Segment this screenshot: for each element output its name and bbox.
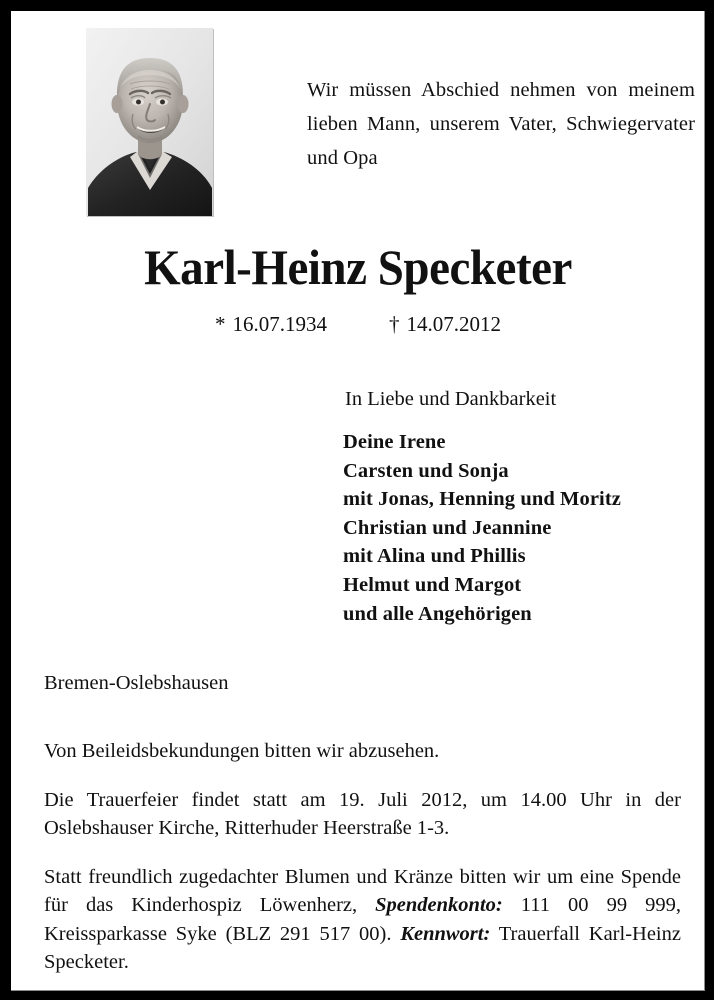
- deceased-name: Karl-Heinz Specketer: [144, 239, 572, 295]
- birth-date-value: 16.07.1934: [232, 312, 327, 336]
- ceremony-note: Die Trauerfeier findet statt am 19. Juli 2012, um 14.00 Uhr in der Oslebshauser Kirche, Ritterhuder Heerstraße 1-3.: [44, 788, 681, 839]
- birth-date: [215, 312, 327, 336]
- portrait-photo: [86, 28, 213, 216]
- birth-star-icon: *: [215, 312, 226, 336]
- death-date-value: 14.07.2012: [406, 312, 501, 336]
- donation-account-label: Spendenkonto:: [375, 894, 503, 916]
- family-member-line: mit Alina und Phillis: [343, 545, 526, 568]
- donation-text-part1: Statt freundlich zugedachter Blumen und Kränze bitten wir um eine Spende für das Kinderhospiz Löwenherz,: [44, 865, 681, 916]
- keyword-label: Kennwort:: [400, 922, 491, 945]
- dedication-text: In Liebe und Dankbarkeit: [345, 388, 557, 410]
- family-member-line: Carsten und Sonja: [343, 459, 509, 482]
- family-member-line: Christian und Jeannine: [343, 516, 552, 539]
- frame-border-top: [0, 0, 714, 11]
- family-member-line: mit Jonas, Henning und Moritz: [343, 488, 621, 511]
- keyword-value: Trauerfall Karl-Heinz Specketer.: [44, 922, 681, 973]
- frame-border-right: [705, 0, 714, 1000]
- death-cross-icon: †: [389, 312, 400, 336]
- family-list: [343, 428, 621, 628]
- frame-border-bottom: [0, 991, 714, 1000]
- donation-text-part2: 111 00 99 999, Kreissparkasse Syke (BLZ 291 517 00).: [44, 894, 681, 945]
- no-condolences-note: Von Beileidsbekundungen bitten wir abzusehen.: [44, 740, 440, 762]
- life-dates: [11, 310, 705, 338]
- footer-notes: [44, 737, 681, 977]
- donation-note: [44, 863, 681, 977]
- intro-text: Wir müssen Abschied nehmen von meinem lieben Mann, unserem Vater, Schwiegervater und Opa: [307, 79, 695, 169]
- family-member-line: und alle Angehörigen: [343, 602, 532, 625]
- notice-content: [11, 11, 705, 991]
- family-member-line: Helmut und Margot: [343, 573, 522, 596]
- frame-border-left: [0, 0, 11, 1000]
- place-text: Bremen-Oslebshausen: [44, 672, 229, 694]
- death-date: [389, 312, 501, 336]
- family-member-line: Deine Irene: [343, 431, 446, 453]
